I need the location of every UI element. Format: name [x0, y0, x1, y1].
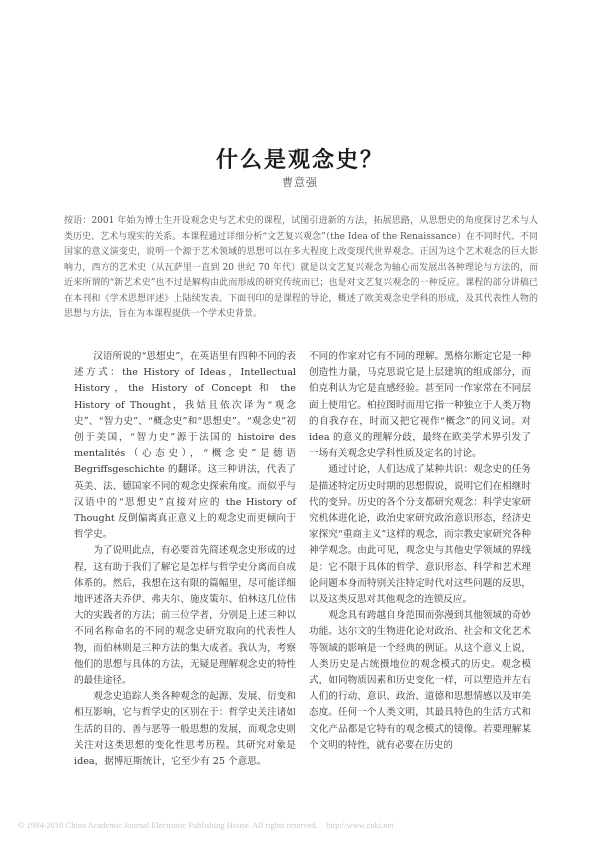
body-column-right [309, 349, 531, 754]
editor-note-abstract: 按语：2001 年始为博士生开设观念史与艺术史的课程，试图引进新的方法，拓展思路，从思想史的角度探讨艺术与人类历史、艺术与现实的关系。本课程通过详细分析“文艺复兴观念”（the Idea of the Renaissance）在不同时代、不同国家的意义演变史，说明一个源于艺术领域的思想可以在多大程度上改变现代世界观念。正因为这个艺术观念的巨大影响力，西方的艺术史（从瓦萨里一直到 20 世纪 70 年代）就是以文艺复兴观念为轴心而发展出各种理论与方法的，而近来所谓的“新艺术史”也不过是解构由此而形成的研究传统而已；也是对文艺复兴观念的一种反应。课程的部分讲稿已在本刊和《学术思想评述》上陆续发表。下面刊印的是课程的导论，概述了欧美观念史学科的形成，及其代表性人物的思想与方法，旨在为本课程提供一个学术史背景。 [64, 216, 538, 319]
paragraph: 通过讨论，人们达成了某种共识：观念史的任务是描述特定历史时期的思想假说，说明它们在相继时代的变异。历史的各个分支都研究观念：科学史家研究机体进化论，政治史家研究政治意识形态，经济史家探究“重商主义”这样的观念，而宗教史家研究各种神学观念。由此可见，观念史与其他史学领域的界线是：它不限于具体的哲学、意识形态、科学和艺术理论问题本身而特别关注特定时代对这些问题的反思，以及这类反思对其他观念的连锁反应。 [309, 464, 531, 606]
page-title: 什么是观念史？ [215, 147, 384, 173]
author-name: 曹意强 [282, 176, 318, 189]
paragraph: 观念史追踪人类各种观念的起源、发展、衍变和相互影响，它与哲学史的区别在于：哲学史关注诸如生活的目的、善与恶等一般思想的发展，而观念史则关注对这类思想的变化性思考历程。其研究对象是 idea，据博厄斯统计，它至少有 25 个意思。 [74, 691, 296, 768]
paragraph: 观念具有跨越自身范围而弥漫到其他领域的奇妙功能。达尔文的生物进化论对政治、社会和文化艺术等领域的影响是一个经典的例证。从这个意义上说，人类历史是占统摄地位的观念模式的历史。观念模式，如同物质因素和历史变化一样，可以塑造并左右人们的行动、意识、政治、道德和思想情感以及审美态度。任何一个人类文明，其最具特色的生活方式和文化产品都是它特有的观念模式的镜像。若要理解某个文明的特性，就有必要在历史的 [309, 610, 531, 751]
body-column-left [74, 349, 296, 770]
paragraph: 为了说明此点，有必要首先简述观念史形成的过程，这有助于我们了解它是怎样与哲学史分离而自成体系的。然后，我想在这有限的篇幅里，尽可能详细地评述洛夫乔伊、弗夫尔、施皮策尔、伯林这几位伟大的实践者的方法；前三位学者，分别是上述三种以不同名称命名的不同的观念史研究取向的代表性人物，而伯林则是三种方法的集大成者。我认为，考察他们的思想与具体的方法，无疑是理解观念史的特性的最佳途径。 [74, 545, 296, 687]
paragraph: 汉语所说的“思想史”，在英语里有四种不同的表述方式：the History of Ideas，Intellectual History，the History of Concept 和 the History of Thought，我姑且依次译为“观念史”、“智力史”、“概念史”和“思想史”。“观念史”初创于美国，“智力史”源于法国的 histoire des mentalités（心态史），“概念史”是德语 Begriffsgeschichte 的翻译。这三种讲法，代表了英美、法、德国家不同的观念史探索角度。而似乎与汉语中的“思想史”直接对应的 the History of Thought 反倒偏离真正意义上的观念史而更倾向于哲学史。 [74, 351, 296, 541]
paragraph-continued: 不同的作家对它有不同的理解。黑格尔断定它是一种创造性力量，马克思说它是上层建筑的组成部分，而伯克利认为它是直感经验。甚至同一作家常在不同层面上使用它。柏拉图时而用它指一种独立于人类万物的自我存在，时而又把它视作“概念”的同义词。对 idea 的意义的理解分歧，最终在欧美学术界引发了一场有关观念史学科性质及定名的讨论。 [309, 351, 531, 460]
copyright-footer: © 1994-2010 China Academic Journal Electronic Publishing House. All rights reserved. http://www.cnki.net [18, 820, 394, 830]
